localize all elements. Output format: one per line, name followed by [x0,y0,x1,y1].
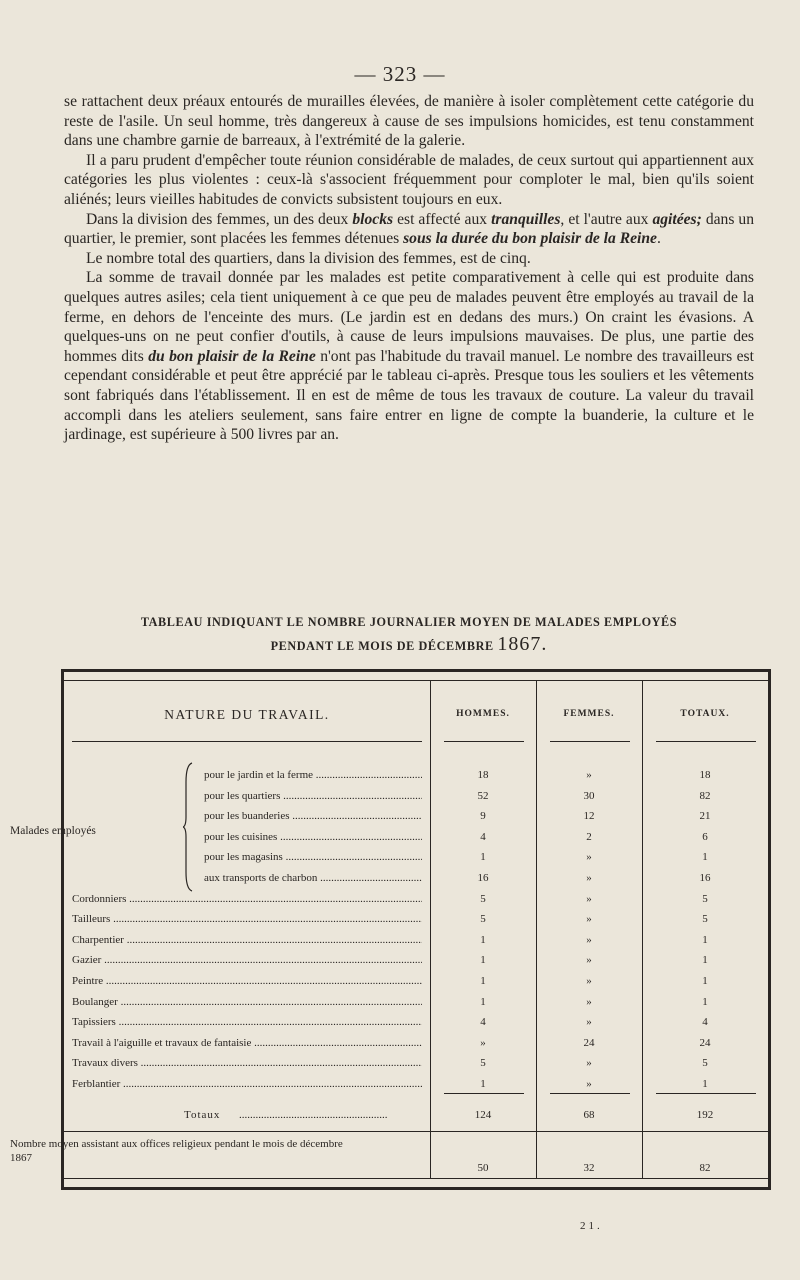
row-totaux: 1 [702,954,708,967]
table-row [64,828,768,846]
row-hommes: 5 [480,892,486,905]
row-totaux: 82 [699,789,711,802]
row-hommes: 1 [480,1078,486,1090]
table-row [64,848,768,866]
assist-femmes: 32 [583,1162,595,1174]
table-row [64,890,768,908]
brace-icon [183,762,193,892]
row-hommes: 1 [480,851,486,864]
row-hommes: » [480,1036,486,1049]
p3-d: dans un quartier, le premier, sont placées les femmes détenues [64,210,755,248]
group-label: Malades employés [10,825,96,837]
row-label: pour les buanderies ..... [204,807,422,825]
row-totaux: 4 [702,1016,708,1029]
row-label: Gazier ..... [72,951,422,969]
p3-agitees: agitées; [652,210,702,228]
row-label: Boulanger ..... [72,993,422,1011]
row-hommes: 18 [477,769,489,781]
paragraph-2: Il a paru prudent d'empêcher toute réunion considérable de malades, de ceux surtout qui appartiennent aux catégories les plus violentes : ceux-là s'associent fréquemment pour comploter le mal, bien qu'ils soient aliénés; leurs vieilles habitudes de convicts subsistent toujours en eux. [64,151,754,208]
row-femmes: » [586,933,592,946]
p3-blocks: blocks [352,210,394,228]
table-row [64,993,768,1011]
row-femmes: » [586,975,592,987]
body-text [64,92,754,445]
row-totaux: 1 [702,975,708,987]
table-row [64,869,768,887]
table-row [64,1013,768,1031]
totals-totaux: 192 [696,1109,714,1121]
p3-sous-la-duree: sous la durée du bon plaisir de la Reine [403,230,657,248]
paragraph-3 [64,210,754,249]
row-label: Tapissiers ..... [72,1013,422,1031]
table-inner [64,680,768,1179]
table-row [64,1075,768,1093]
totals-hommes: 124 [474,1109,492,1121]
p5-a: La somme de travail donnée par les malades est petite comparativement à celle qui est produite dans quelques autres asiles; cela tient uniquement à ce que peu de malades peuvent être employés au travail de la ferme, en dehors de l'enceinte des murs. (Le jardin est en dedans des murs.) On craint les évasions. A quelques-uns on ne peut confier d'outils, à cause de leurs impulsions mauvaises. De plus, une partie des hommes dits [64,269,754,365]
row-femmes: » [586,851,592,864]
page-number: — 323 — [354,62,446,86]
row-label: Ferblantier ..... [72,1075,422,1093]
row-hommes: 4 [480,830,486,843]
row-femmes: » [586,769,592,781]
table-row [64,951,768,969]
row-hommes: 16 [477,872,489,884]
row-label: Charpentier ..... [72,931,422,949]
row-label: Tailleurs ..... [72,910,422,928]
assist-label: Nombre moyen assistant aux offices religieux pendant le mois de décembre 1867 [10,1138,343,1164]
row-femmes: 24 [583,1036,595,1049]
row-label: Cordonniers ..... [72,890,422,908]
caption-line-2 [64,633,754,657]
caption-line-1: TABLEAU INDIQUANT LE NOMBRE JOURNALIER MOYEN DE MALADES EMPLOYÉS [140,615,678,629]
row-femmes: 30 [583,789,595,802]
row-femmes: » [586,995,592,1008]
row-totaux: 5 [702,892,708,905]
header-totaux: TOTAUX. [680,709,730,719]
table-row [64,766,768,784]
totals-row [64,1106,768,1124]
row-hommes: 5 [480,913,486,926]
row-hommes: 1 [480,954,486,967]
row-totaux: 6 [702,830,708,843]
p3-b: est affecté aux [397,210,488,228]
table-row [64,1054,768,1072]
row-femmes: » [586,954,592,967]
p3-tranquilles: tranquilles [491,210,561,228]
totals-rule-2 [550,1093,630,1094]
row-hommes: 1 [480,933,486,946]
p3-e: . [656,230,661,248]
row-totaux: 16 [699,872,711,884]
signature-mark: 21. [580,1220,603,1232]
row-femmes: » [586,913,592,926]
row-totaux: 21 [699,810,711,823]
header-rule-2 [444,741,524,742]
col-divider-3 [642,681,643,1178]
totals-rule-3 [656,1093,756,1094]
col-divider-2 [536,681,537,1178]
work-table [61,669,771,1190]
row-femmes: » [586,1016,592,1029]
row-femmes: » [586,1078,592,1090]
caption-line-2-text: PENDANT LE MOIS DE DÉCEMBRE [270,639,494,653]
row-femmes: » [586,872,592,884]
row-totaux: 5 [702,1057,708,1070]
row-totaux: 1 [702,851,708,864]
header-nature: NATURE DU TRAVAIL. [164,707,330,722]
paragraph-5 [64,268,754,444]
p5-b: n'ont pas l'habitude du travail manuel. Le nombre des travailleurs est cependant considérable et peut être apprécié par le tableau ci-après. Presque tous les souliers et les vêtements sont fabriqués dans l'établissement. Il en est de même de tous les travaux de couture. La valeur du travail accompli dans les ateliers seulement, sans faire entrer en ligne de compte la buanderie, la culture et le jardinage, est supérieure à 500 livres par an. [64,347,754,444]
header-rule-3 [550,741,630,742]
row-hommes: 1 [480,975,486,987]
row-femmes: » [586,1057,592,1070]
header-hommes: HOMMES. [456,709,510,719]
row-hommes: 4 [480,1016,486,1029]
totals-rule-1 [444,1093,524,1094]
table-row [64,972,768,990]
row-label: pour les cuisines ..... [204,828,422,846]
table-caption [64,611,754,657]
totals-dots: ...................................................... [239,1109,388,1121]
row-hommes: 9 [480,810,486,823]
row-label: Peintre ..... [72,972,422,990]
header-rule-1 [72,741,422,742]
assist-rule [64,1131,768,1132]
row-totaux: 18 [699,769,711,781]
table-row [64,787,768,805]
row-femmes: 2 [586,830,592,843]
row-totaux: 1 [702,1078,708,1090]
table-row [64,931,768,949]
row-totaux: 24 [699,1036,711,1049]
row-label: Travaux divers ..... [72,1054,422,1072]
p5-bon-plaisir: du bon plaisir de la Reine [148,347,316,365]
row-femmes: 12 [583,810,595,823]
assist-totaux: 82 [699,1162,711,1174]
paragraph-1: se rattachent deux préaux entourés de murailles élevées, de manière à isoler complètement cette catégorie du reste de l'asile. Un seul homme, très dangereux à cause de ses impulsions homicides, est tenu constamment dans une chambre garnie de barreaux, à l'extrémité de la galerie. [64,93,754,150]
row-label: pour les quartiers ..... [204,787,422,805]
paragraph-4: Le nombre total des quartiers, dans la division des femmes, est de cinq. [86,249,531,267]
header-femmes: FEMMES. [563,709,615,719]
totals-label: Totaux [184,1109,221,1121]
col-divider-1 [430,681,431,1178]
p3-c: , et l'autre aux [560,210,649,228]
row-totaux: 1 [702,933,708,946]
row-label: pour les magasins ..... [204,848,422,866]
row-femmes: » [586,892,592,905]
row-label: Travail à l'aiguille et travaux de fantaisie ..... [72,1034,422,1052]
p3-a: Dans la division des femmes, un des deux [86,210,349,228]
caption-year: 1867. [497,633,548,655]
row-hommes: 5 [480,1057,486,1070]
row-totaux: 5 [702,913,708,926]
row-hommes: 52 [477,789,489,802]
table-row [64,1034,768,1052]
row-label: aux transports de charbon ..... [204,869,422,887]
row-label: pour le jardin et la ferme ..... [204,766,422,784]
table-row [64,807,768,825]
totals-femmes: 68 [583,1109,595,1121]
row-hommes: 1 [480,995,486,1008]
assist-hommes: 50 [477,1162,489,1174]
row-totaux: 1 [702,995,708,1008]
header-rule-4 [656,741,756,742]
table-row [64,910,768,928]
